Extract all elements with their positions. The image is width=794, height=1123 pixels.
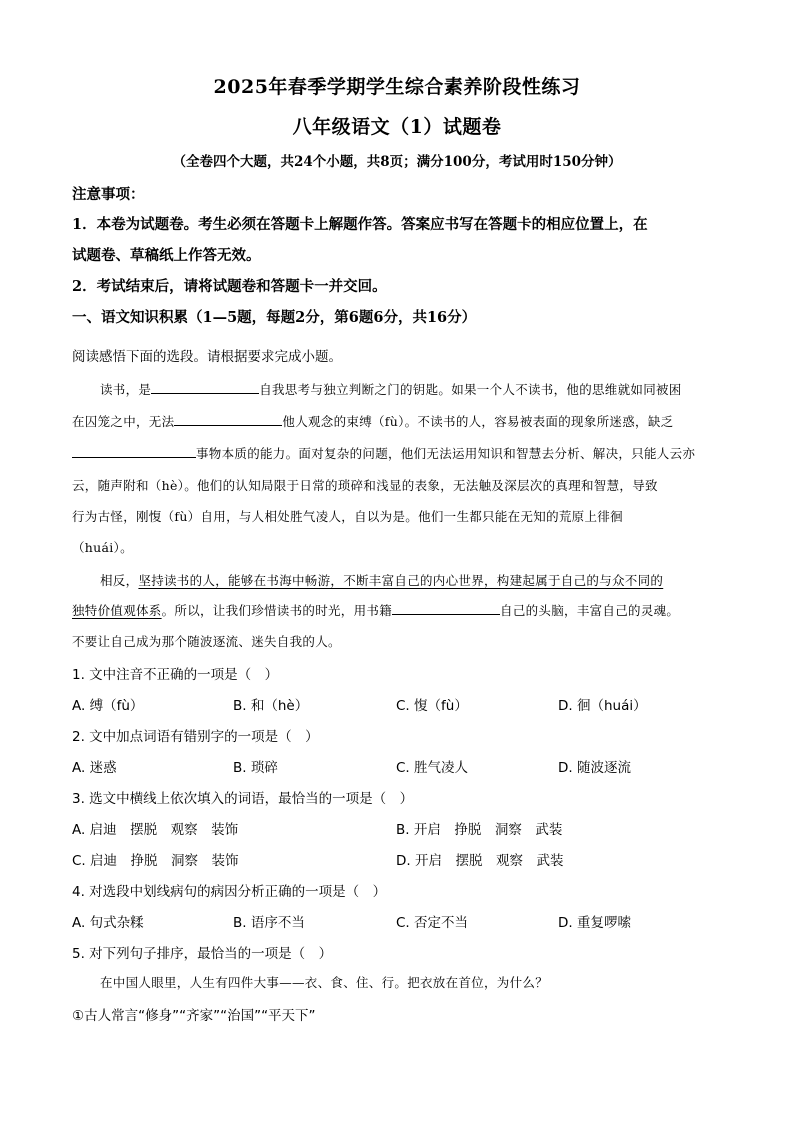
q5-lead: 在中国人眼里，人生有四件大事——衣、食、住、行。把衣放在首位，为什么？ — [100, 975, 549, 990]
option-a[interactable]: A. 句式杂糅 — [72, 915, 144, 931]
passage-line: 读书，是 自我思考与独立判断之门的钥匙。如果一个人不读书，他的思维就如同被困 — [100, 382, 682, 397]
question-stem: 2. 文中加点词语有错别字的一项是（ ） — [72, 729, 319, 745]
question-stem: 1. 文中注音不正确的一项是（ ） — [72, 667, 279, 683]
option-b[interactable]: B. 开启 挣脱 洞察 武装 — [396, 822, 563, 838]
section-1-heading: 一、语文知识积累（1—5题，每题2分，第6题6分，共16分） — [72, 309, 477, 326]
option-d[interactable]: D. 开启 摆脱 观察 武装 — [396, 853, 564, 869]
passage-line: （huái）。 — [72, 540, 133, 555]
note-item-2: 2．考试结束后，请将试题卷和答题卡一并交回。 — [72, 278, 387, 295]
option-d[interactable]: D. 随波逐流 — [558, 760, 631, 776]
question-stem: 4. 对选段中划线病句的病因分析正确的一项是（ ） — [72, 884, 387, 900]
passage-line: 独特价值观体系。所以，让我们珍惜读书的时光，用书籍 自己的头脑，丰富自己的灵魂。 — [72, 603, 680, 618]
underlined-sentence: 坚持读书的人，能够在书海中畅游，不断丰富自己的内心世界，构建起属于自己的与众不同的 — [138, 573, 664, 588]
fill-blank-2 — [174, 413, 282, 426]
option-c[interactable]: C. 胜气凌人 — [396, 760, 469, 776]
question-stem: 3. 选文中横线上依次填入的词语，最恰当的一项是（ ） — [72, 791, 414, 807]
underlined-sentence: 独特价值观体系 — [72, 603, 162, 618]
exam-title: 2025年春季学期学生综合素养阶段性练习 — [213, 76, 581, 98]
passage-line: 云，随声附和（hè）。他们的认知局限于日常的琐碎和浅显的表象，无法触及深层次的真理和智慧，导致 — [72, 478, 658, 493]
fill-blank-3 — [72, 445, 196, 458]
option-b[interactable]: B. 语序不当 — [233, 915, 305, 931]
exam-subject-title: 八年级语文（1）试题卷 — [292, 116, 502, 138]
notes-heading: 注意事项： — [72, 186, 145, 203]
fill-blank-4 — [392, 602, 500, 615]
option-d[interactable]: D. 徊（huái） — [558, 698, 647, 714]
option-a[interactable]: A. 缚（fù） — [72, 698, 144, 714]
note-item-1b: 试题卷、草稿纸上作答无效。 — [72, 247, 261, 264]
option-a[interactable]: A. 启迪 摆脱 观察 装饰 — [72, 822, 239, 838]
option-c[interactable]: C. 否定不当 — [396, 915, 469, 931]
option-c[interactable]: C. 愎（fù） — [396, 698, 468, 714]
exam-info: （全卷四个大题，共24个小题，共8页；满分100分，考试用时150分钟） — [172, 154, 622, 170]
passage-line: 在囚笼之中，无法 他人观念的束缚（fù）。不读书的人，容易被表面的现象所迷惑，缺乏 — [72, 414, 674, 429]
option-d[interactable]: D. 重复啰嗦 — [558, 915, 631, 931]
passage-intro: 阅读感悟下面的选段。请根据要求完成小题。 — [72, 349, 342, 365]
passage-line: 不要让自己成为那个随波逐流、迷失自我的人。 — [72, 634, 341, 649]
passage-line: 行为古怪，刚愎（fù）自用，与人相处胜气凌人，自以为是。他们一生都只能在无知的荒原上徘徊 — [72, 509, 623, 524]
note-item-1a: 1．本卷为试题卷。考生必须在答题卡上解题作答。答案应书写在答题卡的相应位置上，在 — [72, 216, 648, 233]
option-b[interactable]: B. 琐碎 — [233, 760, 278, 776]
option-a[interactable]: A. 迷惑 — [72, 760, 117, 776]
option-c[interactable]: C. 启迪 挣脱 洞察 装饰 — [72, 853, 239, 869]
question-stem: 5. 对下列句子排序，最恰当的一项是（ ） — [72, 946, 333, 962]
option-b[interactable]: B. 和（hè） — [233, 698, 309, 714]
fill-blank-1 — [151, 381, 259, 394]
passage-line: 相反，坚持读书的人，能够在书海中畅游，不断丰富自己的内心世界，构建起属于自己的与众不同的 — [100, 573, 664, 588]
passage-line: 事物本质的能力。面对复杂的问题，他们无法运用知识和智慧去分析、解决，只能人云亦 — [72, 444, 695, 462]
q5-sentence-1: ①古人常言“修身”“齐家”“治国”“平天下” — [72, 1008, 316, 1024]
